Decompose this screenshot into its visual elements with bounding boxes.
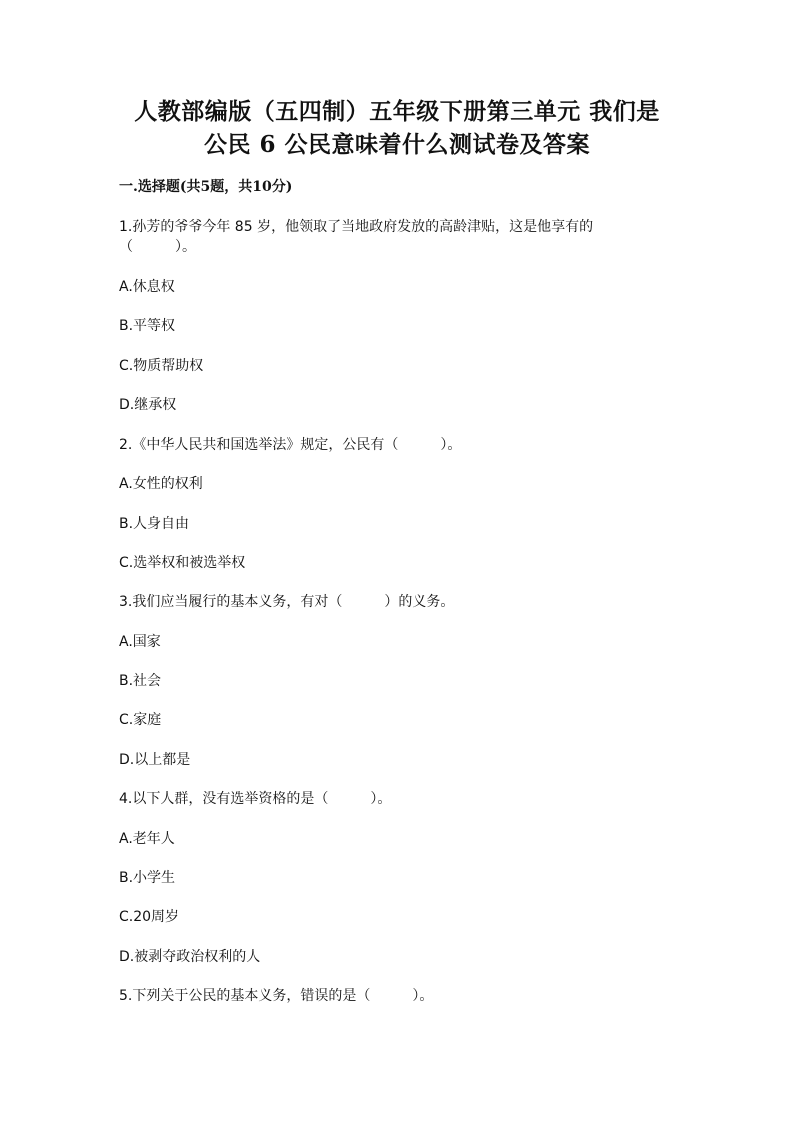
question-1-option-d: D.继承权 bbox=[119, 397, 177, 413]
section-heading: 一.选择题(共5题，共10分) bbox=[119, 179, 293, 195]
question-1-stem-continued: （ ）。 bbox=[119, 239, 196, 255]
question-3-stem: 3.我们应当履行的基本义务，有对（ ）的义务。 bbox=[119, 594, 455, 610]
question-1-stem: 1.孙芳的爷爷今年 85 岁，他领取了当地政府发放的高龄津贴，这是他享有的 bbox=[119, 219, 594, 235]
question-4-option-a: A.老年人 bbox=[119, 831, 175, 847]
question-5-stem: 5.下列关于公民的基本义务，错误的是（ ）。 bbox=[119, 988, 434, 1004]
question-3-option-b: B.社会 bbox=[119, 673, 162, 689]
question-4-option-b: B.小学生 bbox=[119, 870, 176, 886]
document-title-line-2: 公民 6 公民意味着什么测试卷及答案 bbox=[203, 131, 591, 158]
question-1-option-c: C.物质帮助权 bbox=[119, 358, 204, 374]
question-3-option-d: D.以上都是 bbox=[119, 752, 191, 768]
question-2-option-c: C.选举权和被选举权 bbox=[119, 555, 246, 571]
question-3-option-c: C.家庭 bbox=[119, 712, 162, 728]
question-4-option-d: D.被剥夺政治权利的人 bbox=[119, 949, 261, 965]
question-3-option-a: A.国家 bbox=[119, 634, 161, 650]
question-1-option-a: A.休息权 bbox=[119, 279, 175, 295]
document-title-line-1: 人教部编版（五四制）五年级下册第三单元 我们是 bbox=[134, 98, 660, 125]
question-2-option-b: B.人身自由 bbox=[119, 516, 190, 532]
question-4-option-c: C.20周岁 bbox=[119, 909, 180, 925]
question-4-stem: 4.以下人群，没有选举资格的是（ ）。 bbox=[119, 791, 392, 807]
question-1-option-b: B.平等权 bbox=[119, 318, 176, 334]
question-2-option-a: A.女性的权利 bbox=[119, 476, 203, 492]
question-2-stem: 2.《中华人民共和国选举法》规定，公民有（ ）。 bbox=[119, 437, 462, 453]
